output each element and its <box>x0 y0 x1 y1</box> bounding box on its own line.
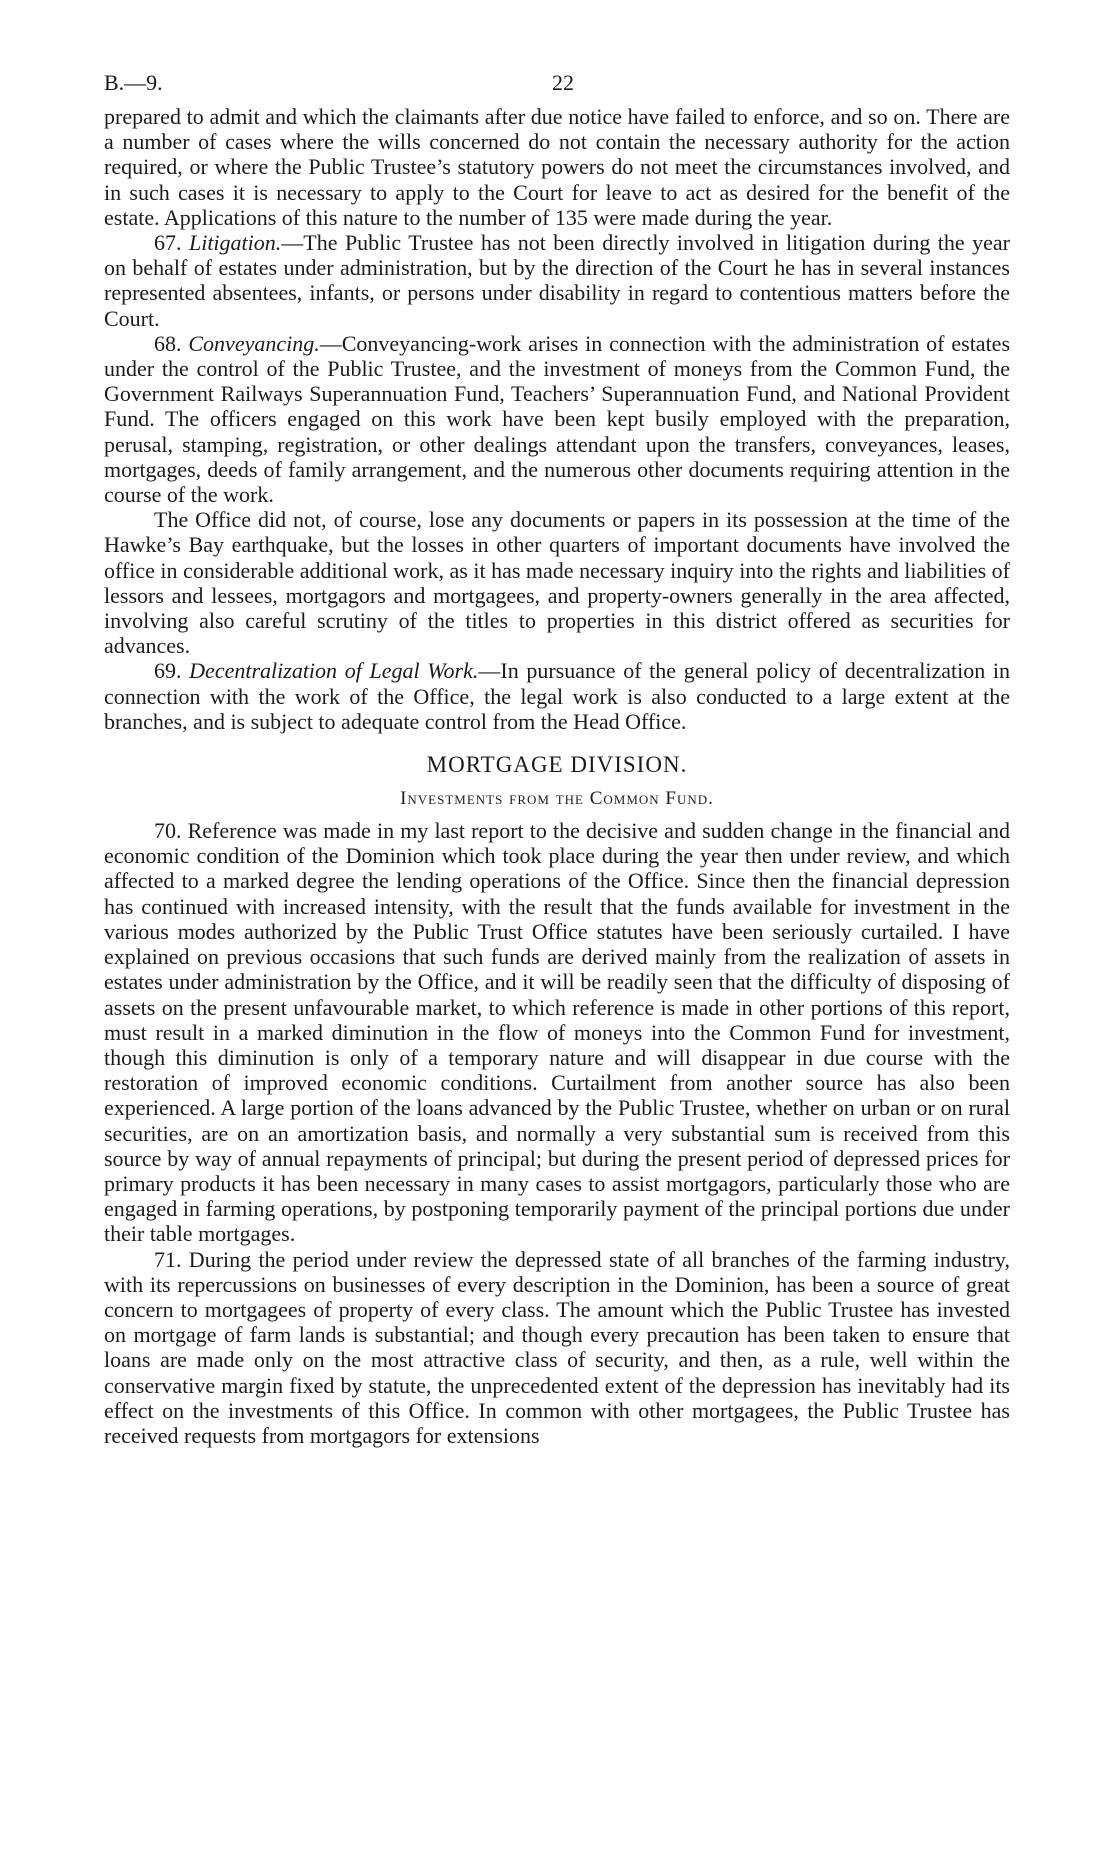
document-reference: B.—9. <box>104 70 163 95</box>
paragraph-68-continued: The Office did not, of course, lose any documents or papers in its possession at the time of the Hawke’s Bay earthquake, but the losses in other quarters of important documents have involved the office in considerable additional work, as it has made necessary inquiry into the rights and liabilities of lessors and lessees, mortgagors and mortgagees, and property-owners generally in the area affected, involving also careful scrutiny of the titles to properties in this district offered as securities for advances. <box>104 507 1010 659</box>
page-header <box>104 70 1010 104</box>
paragraph-text: —In pursuance of the general policy of decentralization in connection with the work of the Office, the legal work is also conducted to a large extent at the branches, and is subject to adequate control from the Head Office. <box>104 658 1010 734</box>
paragraph-text: —Conveyancing-work arises in connection with the administration of estates under the control of the Public Trustee, and the investment of moneys from the Common Fund, the Government Railways Superannuation Fund, Teachers’ Superannuation Fund, and National Provident Fund. The officers engaged on this work have been kept busily employed with the preparation, perusal, stamping, registration, or other dealings attendant upon the transfers, conveyances, leases, mortgages, deeds of family arrangement, and the numerous other documents requiring attention in the course of the work. <box>104 330 1011 508</box>
paragraph-70: 70. Reference was made in my last report to the decisive and sudden change in the financial and economic condition of the Dominion which took place during the year then under review, and which affected to a marked degree the lending operations of the Office. Since then the financial depression has continued with increased intensity, with the result that the funds available for investment in the various modes authorized by the Public Trust Office statutes have been seriously curtailed. I have explained on previous occasions that such funds are derived mainly from the realization of assets in estates under administration by the Office, and it will be readily seen that the difficulty of disposing of assets on the present unfavourable market, to which reference is made in other portions of this report, must result in a marked diminution in the flow of moneys into the Common Fund for investment, though this diminution is only of a temporary nature and will disappear in due course with the restoration of improved economic conditions. Curtailment from another source has also been experienced. A large portion of the loans advanced by the Public Trustee, whether on urban or on rural securities, are on an amortization basis, and normally a very substantial sum is received from this source by way of annual repayments of principal; but during the present period of depressed prices for primary products it has been necessary in many cases to assist mortgagors, particularly those who are engaged in farming operations, by postponing temporarily payment of the principal portions due under their table mortgages. <box>104 818 1010 1247</box>
paragraph-heading: Litigation. <box>188 230 282 256</box>
paragraph-heading: Conveyancing. <box>188 330 320 356</box>
paragraph-67 <box>104 230 1010 331</box>
paragraph-continued: prepared to admit and which the claimants after due notice have failed to enforce, and so on. There are a number of cases where the wills concerned do not contain the necessary authority for the action required, or where the Public Trustee’s statutory powers do not meet the circumstances involved, and in such cases it is necessary to apply to the Court for leave to act as desired for the benefit of the estate. Applications of this nature to the number of 135 were made during the year. <box>104 104 1010 230</box>
paragraph-71: 71. During the period under review the depressed state of all branches of the farming industry, with its repercussions on businesses of every description in the Dominion, has been a source of great concern to mortgagees of property of every class. The amount which the Public Trustee has invested on mortgage of farm lands is substantial; and though every precaution has been taken to ensure that loans are made only on the most attractive class of security, and then, as a rule, well within the conservative margin fixed by statute, the unprecedented extent of the depression has inevitably had its effect on the investments of this Office. In common with other mortgagees, the Public Trustee has received requests from mortgagors for extensions <box>104 1246 1010 1448</box>
paragraph-text: —The Public Trustee has not been directly involved in litigation during the year on behalf of estates under administration, but by the direction of the Court he has in several instances represented absentees, infants, or persons under disability in regard to contentious matters before the Court. <box>104 230 1010 331</box>
subsection-title: Investments from the Common Fund. <box>400 788 714 810</box>
paragraph-heading: Decentralization of Legal Work. <box>189 658 479 684</box>
paragraph-number: 67. <box>154 230 182 256</box>
paragraph-68 <box>104 331 1010 507</box>
paragraph-number: 68. <box>154 330 182 356</box>
document-page <box>104 70 1010 1448</box>
section-title: MORTGAGE DIVISION. <box>426 752 688 778</box>
page-number: 22 <box>552 70 574 95</box>
paragraph-69 <box>104 658 1010 734</box>
paragraph-number: 69. <box>154 658 182 684</box>
